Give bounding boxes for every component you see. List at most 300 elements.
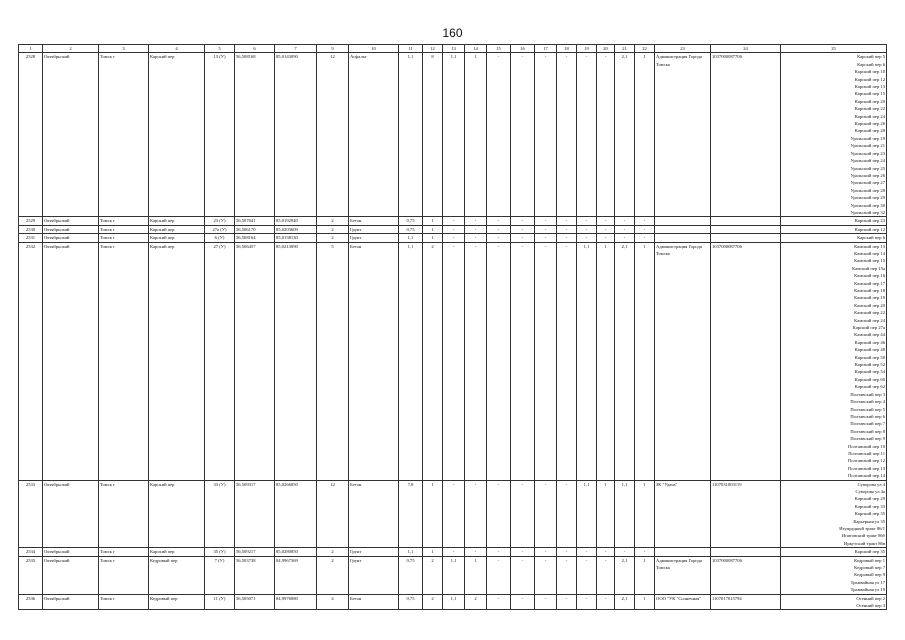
address-list-cell (781, 480, 887, 548)
table-cell: 1 (635, 53, 655, 217)
table-cell: 2 (317, 556, 349, 594)
table-cell: 2 (423, 242, 443, 480)
address-item: Осенний пер 2 (856, 595, 885, 601)
table-row (19, 556, 887, 594)
table-cell: Томск г (99, 242, 149, 480)
table-cell: - (487, 548, 511, 556)
table-cell: Октябрьский (43, 556, 99, 594)
address-item: Карский пер 24 (854, 113, 885, 119)
table-cell: - (487, 556, 511, 594)
table-cell: Карский пер (149, 548, 205, 556)
address-item: Карский пер 29 (854, 496, 885, 502)
table-cell: 1 (423, 217, 443, 225)
address-list-cell (781, 53, 887, 217)
table-cell: Октябрьский (43, 234, 99, 242)
table-cell: 2531 (19, 234, 43, 242)
table-cell: Грунт (349, 234, 399, 242)
table-cell: 1 (465, 53, 487, 217)
address-item: Карский пер 26 (854, 121, 885, 127)
table-row (19, 53, 887, 217)
table-cell: 1037000087706 (711, 53, 781, 217)
table-cell: - (577, 217, 597, 225)
table-cell: 85,0280850 (275, 548, 317, 556)
table-cell: 56,508168 (235, 53, 275, 217)
table-cell: - (443, 225, 465, 233)
table-cell: 1 (597, 480, 615, 548)
address-item: Суворова ул 4 (857, 481, 885, 487)
address-item: Камский пер 15а (852, 265, 885, 271)
table-cell: 1 (635, 594, 655, 610)
table-cell: Грунт (349, 225, 399, 233)
table-row (19, 594, 887, 610)
address-list-cell (781, 234, 887, 242)
table-cell: 11 (У) (205, 594, 235, 610)
table-cell: 2 (317, 225, 349, 233)
table-cell: - (511, 53, 535, 217)
table-cell: - (557, 217, 577, 225)
address-item: Полтавский пер 11 (848, 450, 885, 456)
table-cell: Томск г (99, 234, 149, 242)
table-cell (655, 234, 711, 242)
address-item: Уральский пер 19 (850, 135, 885, 141)
address-item: Карьерная ул 35 (853, 518, 885, 524)
table-cell: 56,503738 (235, 556, 275, 594)
table-cell: Октябрьский (43, 242, 99, 480)
table-cell: 1 (635, 480, 655, 548)
table-cell: 2,1 (615, 594, 635, 610)
table-cell: - (577, 594, 597, 610)
table-cell: 2,1 (615, 556, 635, 594)
table-cell: - (597, 556, 615, 594)
table-cell: - (577, 548, 597, 556)
address-item: Камский пер 16 (854, 273, 885, 279)
table-cell: 1 (597, 242, 615, 480)
table-cell: 2 (317, 217, 349, 225)
table-cell: - (615, 234, 635, 242)
table-cell: 2 (317, 548, 349, 556)
table-cell: - (487, 242, 511, 480)
table-cell: 1,1 (615, 480, 635, 548)
table-cell: - (535, 217, 557, 225)
table-cell: Кедровый пер (149, 556, 205, 594)
table-cell: - (535, 242, 557, 480)
table-cell: 1,1 (443, 556, 465, 594)
table-cell: - (511, 242, 535, 480)
table-cell: - (635, 548, 655, 556)
table-cell: Томск г (99, 480, 149, 548)
table-cell: - (557, 225, 577, 233)
address-item: Полтавский пер 4 (850, 399, 885, 405)
column-number: 17 (535, 45, 557, 53)
table-cell: 56,509217 (235, 548, 275, 556)
table-cell: - (635, 225, 655, 233)
table-row (19, 242, 887, 480)
address-item: Кедровый пер 9 (854, 572, 885, 578)
table-cell: - (443, 234, 465, 242)
address-item: Камский пер 13 (854, 243, 885, 249)
table-cell: - (487, 594, 511, 610)
address-item: Карский пер 20 (854, 98, 885, 104)
table-cell: - (577, 53, 597, 217)
address-item: Полтавский пер 3 (850, 391, 885, 397)
table-cell (711, 217, 781, 225)
table-cell: Томск г (99, 53, 149, 217)
address-item: Карский пер 33 (854, 503, 885, 509)
address-list-cell (781, 594, 887, 610)
table-cell: - (557, 234, 577, 242)
table-cell: 84,9976080 (275, 594, 317, 610)
table-cell: Октябрьский (43, 480, 99, 548)
column-number: 23 (655, 45, 711, 53)
table-cell: 12 (317, 480, 349, 548)
table-cell: Асфальт (349, 53, 399, 217)
table-cell: 13 (У) (205, 53, 235, 217)
column-number: 11 (399, 45, 423, 53)
table-cell (711, 234, 781, 242)
table-cell: - (487, 480, 511, 548)
table-row (19, 217, 887, 225)
address-item: Уральский пер 30 (850, 202, 885, 208)
column-number: 25 (781, 45, 887, 53)
table-row (19, 225, 887, 233)
address-item: Карский пер 22 (854, 106, 885, 112)
address-item: Карский пер 46 (854, 339, 885, 345)
column-number: 14 (465, 45, 487, 53)
table-cell: Администрация Города Томска (655, 53, 711, 217)
table-cell: - (511, 480, 535, 548)
table-cell: 1107017015794 (711, 594, 781, 610)
table-cell: - (597, 53, 615, 217)
address-item: Уральский пер 23 (850, 150, 885, 156)
page-number: 160 (442, 26, 463, 40)
table-cell (655, 217, 711, 225)
table-cell: 2,1 (615, 242, 635, 480)
table-cell: - (511, 594, 535, 610)
address-item: Полтавский пер 6 (850, 413, 885, 419)
column-number: 12 (423, 45, 443, 53)
table-cell: - (487, 234, 511, 242)
table-cell: Октябрьский (43, 217, 99, 225)
table-cell: 1,1 (399, 234, 423, 242)
address-list-cell (781, 225, 887, 233)
table-cell: 1,1 (443, 53, 465, 217)
table-cell: - (511, 234, 535, 242)
table-cell: - (443, 242, 465, 480)
address-item: Камский пер 20 (854, 302, 885, 308)
table-cell: - (577, 556, 597, 594)
table-cell: 23 (У) (205, 217, 235, 225)
address-item: Суворова ул 4а (855, 488, 885, 494)
address-item: Уральский пер 28 (850, 187, 885, 193)
column-number: 6 (235, 45, 275, 53)
address-item: Карский пер 12 (854, 226, 885, 232)
table-cell: 2534 (19, 548, 43, 556)
table-cell: - (511, 217, 535, 225)
column-number: 24 (711, 45, 781, 53)
table-cell: Администрация Города Томска (655, 242, 711, 480)
address-item: Карский пер 62 (854, 384, 885, 390)
table-cell: - (597, 548, 615, 556)
table-cell: Карский пер (149, 480, 205, 548)
table-cell: - (535, 594, 557, 610)
table-cell: 0,75 (399, 556, 423, 594)
table-cell: - (577, 225, 597, 233)
table-cell: 12 (317, 53, 349, 217)
table-cell: 2528 (19, 53, 43, 217)
address-item: Полтавский пер 14 (848, 473, 885, 479)
table-cell: Бетон (349, 217, 399, 225)
column-number: 1 (19, 45, 43, 53)
table-cell: 2 (423, 594, 443, 610)
column-number: 19 (577, 45, 597, 53)
table-cell: 2530 (19, 225, 43, 233)
address-item: Уральский пер 27 (850, 180, 885, 186)
table-cell: 56,505071 (235, 594, 275, 610)
table-row (19, 548, 887, 556)
address-item: Карский пер 60 (854, 376, 885, 382)
table-cell: 85,0203609 (275, 225, 317, 233)
table-cell: - (635, 217, 655, 225)
column-number: 3 (99, 45, 149, 53)
table-cell: 2 (317, 234, 349, 242)
address-item: Карский пер 48 (854, 347, 885, 353)
table-cell: - (557, 556, 577, 594)
address-item: Карский пер 6 (857, 235, 885, 241)
table-cell: 27 (У) (205, 242, 235, 480)
table-cell: - (635, 234, 655, 242)
table-cell: 56,507041 (235, 217, 275, 225)
table-cell: - (615, 225, 635, 233)
address-item: Карский пер 28 (854, 128, 885, 134)
table-cell: - (535, 53, 557, 217)
table-cell: - (443, 217, 465, 225)
address-item: Осенний пер 3 (856, 603, 885, 609)
table-cell: - (597, 225, 615, 233)
address-item: Камский пер 15 (854, 258, 885, 264)
table-cell: 35 (У) (205, 548, 235, 556)
table-cell: - (511, 548, 535, 556)
table-cell: 1037000087706 (711, 242, 781, 480)
address-item: Трамвайная ул 17 (850, 579, 885, 585)
address-item: Карский пер 23 (854, 218, 885, 224)
table-cell: 85,0138130 (275, 234, 317, 242)
column-number: 18 (557, 45, 577, 53)
address-item: Кедровый пер 7 (854, 565, 885, 571)
table-cell: 1,1 (577, 242, 597, 480)
table-cell: 5 (317, 242, 349, 480)
table-cell: Карский пер (149, 242, 205, 480)
table-cell: - (443, 480, 465, 548)
table-cell: 7 (У) (205, 556, 235, 594)
table-cell: - (465, 242, 487, 480)
table-cell: Томск г (99, 225, 149, 233)
table-cell: 0,75 (399, 594, 423, 610)
table-cell: 0,75 (399, 225, 423, 233)
table-cell: - (511, 556, 535, 594)
column-number-row (19, 45, 887, 53)
table-cell: 6 (У) (205, 234, 235, 242)
table-cell: - (535, 480, 557, 548)
address-item: Уральский пер 26 (850, 172, 885, 178)
table-cell: 1 (423, 234, 443, 242)
column-number: 20 (597, 45, 615, 53)
table-cell: Томск г (99, 548, 149, 556)
address-item: Полтавский пер 7 (850, 421, 885, 427)
table-cell: 85,0143090 (275, 53, 317, 217)
address-item: Камский пер 17 (854, 280, 885, 286)
table-cell: 85,0266850 (275, 480, 317, 548)
table-cell: Бетон (349, 242, 399, 480)
table-cell: - (597, 234, 615, 242)
table-cell: Октябрьский (43, 225, 99, 233)
address-item: Карский пер 52 (854, 362, 885, 368)
column-number: 10 (349, 45, 399, 53)
table-cell: Администрация Города Томска (655, 556, 711, 594)
address-list-cell (781, 556, 887, 594)
table-cell: Октябрьский (43, 548, 99, 556)
table-cell: 2 (465, 594, 487, 610)
address-list-cell (781, 242, 887, 480)
address-item: Карский пер 6 (857, 61, 885, 67)
address-item: Кедровый пер 1 (854, 557, 885, 563)
table-cell: - (535, 548, 557, 556)
table-cell: - (535, 556, 557, 594)
table-cell: Бетон (349, 594, 399, 610)
address-item: Полтавский пер 13 (848, 465, 885, 471)
table-cell: 7,8 (399, 480, 423, 548)
table-cell: - (443, 548, 465, 556)
table-cell: 2533 (19, 480, 43, 548)
table-cell: 1,1 (399, 53, 423, 217)
column-number: 22 (635, 45, 655, 53)
table-cell: 1 (423, 225, 443, 233)
table-cell: 2,1 (615, 53, 635, 217)
address-item: Уральский пер 24 (850, 158, 885, 164)
address-item: Камский пер 19 (854, 295, 885, 301)
address-item: Полтавский пер 9 (850, 436, 885, 442)
table-cell: - (557, 53, 577, 217)
address-item: Камский пер 22 (854, 310, 885, 316)
table-cell: Октябрьский (43, 594, 99, 610)
column-number: 9 (317, 45, 349, 53)
table-cell: ООО "УК "Солнечная" (655, 594, 711, 610)
address-list-cell (781, 548, 887, 556)
table-cell: Томск г (99, 217, 149, 225)
table-cell: Октябрьский (43, 53, 99, 217)
address-item: Полтавский пер 8 (850, 428, 885, 434)
table-cell (655, 225, 711, 233)
table-cell: - (597, 217, 615, 225)
table-cell: - (557, 242, 577, 480)
address-item: Полтавский пер 10 (848, 443, 885, 449)
table-cell: 8 (423, 53, 443, 217)
table-cell: 4 (317, 594, 349, 610)
column-number: 5 (205, 45, 235, 53)
table-cell: Кедровый пер (149, 594, 205, 610)
table-cell: 1037000087706 (711, 556, 781, 594)
table-cell: Томск г (99, 556, 149, 594)
table-cell: - (465, 234, 487, 242)
table-cell: - (577, 234, 597, 242)
table-cell: 27а (У) (205, 225, 235, 233)
table-cell: 56,506457 (235, 242, 275, 480)
table-cell: 1 (635, 242, 655, 480)
address-item: Карский пер 54 (854, 369, 885, 375)
table-cell: 2535 (19, 556, 43, 594)
column-number: 16 (511, 45, 535, 53)
table-cell: Карский пер (149, 234, 205, 242)
table-row (19, 234, 887, 242)
address-list-cell (781, 217, 887, 225)
address-item: Карский пер 35 (854, 549, 885, 555)
address-item: Карский пер 50 (854, 354, 885, 360)
table-cell: 1,1 (577, 480, 597, 548)
address-item: Карский пер 5 (857, 54, 885, 60)
column-number: 7 (275, 45, 317, 53)
table-cell: 56,509317 (235, 480, 275, 548)
table-cell: Карский пер (149, 225, 205, 233)
table-cell: 1 (635, 556, 655, 594)
column-number: 21 (615, 45, 635, 53)
table-cell: Грунт (349, 556, 399, 594)
table-cell (655, 548, 711, 556)
table-cell: - (535, 234, 557, 242)
address-item: Камский пер 44 (854, 332, 885, 338)
address-item: Полтавский пер 5 (850, 406, 885, 412)
address-item: Карский пер 10 (854, 69, 885, 75)
table-cell: 1 (423, 548, 443, 556)
table-cell: 0,75 (399, 217, 423, 225)
table-cell: - (487, 225, 511, 233)
address-item: Трамвайная ул 19 (850, 587, 885, 593)
table-cell: - (597, 594, 615, 610)
table-cell: 1,1 (399, 242, 423, 480)
table-cell: 84,9967369 (275, 556, 317, 594)
table-cell (711, 548, 781, 556)
table-cell: 1 (423, 480, 443, 548)
address-item: Уральский пер 25 (850, 165, 885, 171)
table-cell: - (487, 217, 511, 225)
table-cell: 33 (У) (205, 480, 235, 548)
table-cell: - (511, 225, 535, 233)
table-cell: - (557, 594, 577, 610)
table-cell: - (557, 548, 577, 556)
table-cell: - (557, 480, 577, 548)
table-cell: - (465, 217, 487, 225)
address-item: Полтавский пер 12 (848, 458, 885, 464)
table-cell: 1,1 (443, 594, 465, 610)
address-item: Камский пер 24 (854, 317, 885, 323)
table-cell: 1107031003119 (711, 480, 781, 548)
column-number: 2 (43, 45, 99, 53)
table-cell: - (465, 225, 487, 233)
table-cell: 2536 (19, 594, 43, 610)
table-cell: 85,0213090 (275, 242, 317, 480)
table-cell: 2 (423, 556, 443, 594)
column-number: 15 (487, 45, 511, 53)
table-cell (711, 225, 781, 233)
table-cell: Карский пер (149, 53, 205, 217)
table-cell: 2529 (19, 217, 43, 225)
table-cell: Карский пер (149, 217, 205, 225)
register-table (18, 44, 887, 610)
table-cell: 56,508164 (235, 234, 275, 242)
table-cell: - (535, 225, 557, 233)
address-item: Уральский пер 29 (850, 195, 885, 201)
table-cell: - (465, 480, 487, 548)
table-cell: - (615, 217, 635, 225)
address-item: Уральский пер 21 (850, 143, 885, 149)
